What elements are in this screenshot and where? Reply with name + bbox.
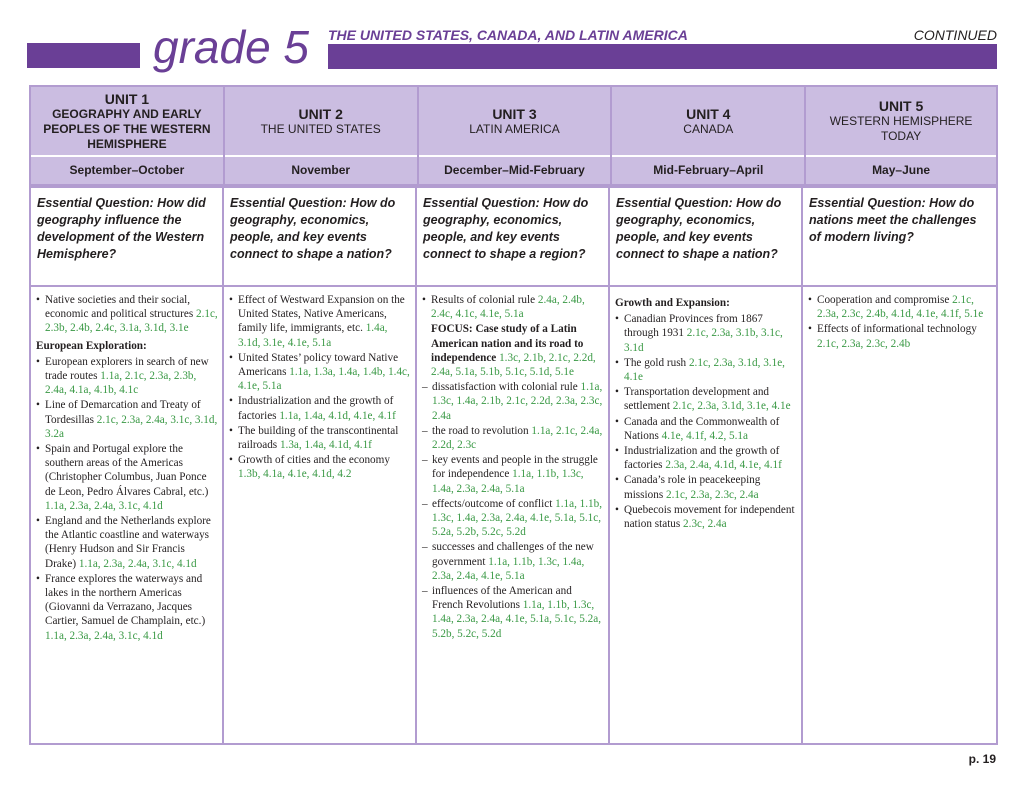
item-text: Results of colonial rule [431, 294, 538, 306]
list-item [615, 473, 797, 501]
unit-dates: Mid-February–April [612, 157, 804, 184]
list-item [229, 453, 411, 481]
standards-codes: 1.1a, 1.1b, 1.3c, 1.4a, 2.3a, 2.4a, 4.1e, 5.1a [432, 555, 585, 582]
unit-header-row [29, 85, 998, 186]
list-item [808, 293, 992, 321]
item-text: Growth of cities and the economy [238, 454, 390, 467]
item-text: Cooperation and compromise [817, 294, 953, 306]
standards-codes: 2.1c, 2.3a, 2.3c, 2.4a [665, 488, 759, 501]
list-item [422, 293, 604, 321]
unit-content [31, 287, 222, 643]
item-text: Canadian Provinces from 1867 through 1931 [624, 313, 763, 340]
essential-question: Essential Question: How do nations meet the challenges of modern living? [803, 188, 996, 287]
essential-question: Essential Question: How do geography, economics, people, and key events connect to shape a nation? [610, 188, 801, 287]
item-text: Line of Demarcation and Treaty of Tordesillas [45, 399, 201, 426]
unit-column-3 [417, 188, 610, 743]
list-item [615, 385, 797, 413]
list-item [615, 503, 797, 531]
standards-codes: 1.1a, 1.3c, 1.4a, 2.1b, 2.1c, 2.2d, 2.3a, 2.3c, 2.4a [432, 381, 603, 422]
item-text: Industrialization and the growth of factories [238, 395, 394, 422]
section-heading: European Exploration: [36, 339, 147, 352]
item-text: The gold rush [624, 356, 689, 369]
unit-name: GEOGRAPHY AND EARLY PEOPLES OF THE WESTERN HEMISPHERE [43, 106, 211, 151]
unit-header-4 [610, 85, 804, 186]
unit-column-1 [31, 188, 224, 743]
item-text: Canada and the Commonwealth of Nations [624, 415, 780, 442]
dash-marker: – [422, 454, 428, 467]
list-item [808, 322, 992, 350]
list-item [229, 394, 411, 422]
standards-codes: 1.1a, 1.3a, 1.4a, 1.4b, 1.4c, 4.1e, 5.1a [238, 366, 410, 393]
standards-codes: 4.1e, 4.1f, 4.2, 5.1a [661, 429, 748, 442]
standards-codes: 1.1a, 2.3a, 2.4a, 3.1c, 4.1d [78, 557, 197, 570]
dash-marker: – [422, 585, 428, 598]
item-text: Industrialization and the growth of factories [624, 445, 780, 472]
list-item [422, 497, 604, 540]
list-item [229, 293, 411, 350]
unit-header-5 [804, 85, 998, 186]
dash-marker: – [422, 541, 428, 554]
item-text: Quebecois movement for independent nation status [624, 503, 795, 531]
list-item [422, 540, 604, 583]
standards-codes: 1.3b, 4.1a, 4.1e, 4.1d, 4.2 [238, 468, 352, 481]
unit-column-2 [224, 188, 417, 743]
unit-header-1 [29, 85, 223, 186]
unit-header-2 [223, 85, 417, 186]
list-item [615, 415, 797, 443]
list-item [36, 572, 218, 643]
standards-codes: 2.1c, 2.3a, 3.1d, 3.1e, 4.1e [672, 400, 791, 413]
unit-number: UNIT 3 [492, 105, 537, 122]
standards-codes: 2.1c, 2.3a, 2.3c, 2.4b [817, 337, 911, 350]
unit-dates: May–June [806, 157, 996, 184]
dash-marker: – [422, 497, 428, 510]
standards-codes: 2.1c, 2.3a, 3.1b, 3.1c, 3.1d [624, 327, 783, 354]
unit-dates: December–Mid-February [419, 157, 611, 184]
list-item [36, 355, 218, 398]
header-bar-right [328, 44, 997, 69]
unit-number: UNIT 4 [686, 105, 731, 122]
unit-content [610, 287, 801, 531]
curriculum-grid [29, 186, 998, 745]
unit-name: THE UNITED STATES [260, 121, 381, 136]
standards-codes: 1.1a, 1.1b, 1.3c, 1.4a, 2.3a, 2.4a, 5.1a [432, 468, 584, 495]
list-item [615, 356, 797, 384]
item-text: Effect of Westward Expansion on the United States, Native Americans, family life, immigrants, etc. [238, 294, 405, 335]
list-item [36, 293, 218, 336]
item-text: FOCUS: Case study of a Latin American nation and its road to independence [431, 323, 584, 364]
standards-codes: 2.3a, 2.4a, 4.1d, 4.1e, 4.1f [665, 459, 782, 472]
standards-codes: 1.1a, 1.1b, 1.3c, 1.4a, 2.3a, 2.4a, 4.1e, 5.1a, 5.1c, 5.2a, 5.2b, 5.2c, 5.2d [432, 599, 602, 640]
standards-codes: 1.1a, 2.1c, 2.4a, 2.2d, 2.3c [432, 424, 603, 452]
standards-codes: 2.1c, 2.3a, 2.4a, 3.1c, 3.1d, 3.2a [45, 413, 218, 440]
standards-codes: 1.1a, 2.3a, 2.4a, 3.1c, 4.1d [45, 629, 163, 642]
item-text: France explores the waterways and lakes in the northern Americas (Giovanni da Verrazano, Jacques Cartier, Samuel de Champlain, etc.) [45, 572, 206, 628]
standards-codes: 2.1c, 2.3a, 2.3c, 2.4b, 4.1d, 4.1e, 4.1f, 5.1e [817, 294, 984, 321]
unit-dates: November [225, 157, 417, 184]
list-item [422, 424, 604, 452]
list-item [615, 444, 797, 472]
item-text: United States’ policy toward Native Americans [238, 351, 399, 379]
standards-codes: 1.3a, 1.4a, 4.1d, 4.1f [279, 439, 372, 452]
unit-content [224, 287, 415, 482]
list-item [229, 424, 411, 452]
section-heading: Growth and Expansion: [615, 297, 730, 309]
item-text: the road to revolution [432, 424, 532, 437]
unit-number: UNIT 5 [878, 98, 924, 114]
list-item [36, 442, 218, 513]
standards-codes: 2.4a, 2.4b, 2.4c, 4.1c, 4.1e, 5.1a [431, 294, 585, 321]
list-item [422, 380, 604, 423]
dash-marker: – [422, 381, 428, 394]
item-text: The building of the transcontinental railroads [238, 424, 399, 452]
item-text: Effects of informational technology [817, 323, 977, 336]
list-item [615, 312, 797, 355]
item-text: dissatisfaction with colonial rule [432, 381, 581, 394]
unit-name: CANADA [683, 121, 734, 136]
unit-content [803, 287, 996, 351]
item-text: Transportation development and settlement [624, 386, 770, 413]
unit-dates: September–October [31, 157, 223, 184]
list-item [36, 398, 218, 441]
unit-content [417, 287, 608, 641]
item-text: key events and people in the struggle for independence [432, 454, 598, 481]
standards-codes: 2.3c, 2.4a [683, 518, 727, 531]
standards-codes: 1.1a, 1.4a, 4.1d, 4.1e, 4.1f [279, 409, 396, 422]
item-text: European explorers in search of new trade routes [45, 355, 209, 383]
unit-column-5 [803, 188, 996, 743]
standards-codes: 1.1a, 2.3a, 2.4a, 3.1c, 4.1d [45, 499, 163, 512]
dash-marker: – [422, 424, 428, 437]
item-text: effects/outcome of conflict [432, 497, 556, 510]
item-text: successes and challenges of the new government [432, 541, 594, 568]
page-number: p. 19 [968, 752, 996, 766]
unit-column-4 [610, 188, 803, 743]
unit-number: UNIT 1 [104, 90, 150, 107]
item-text: Native societies and their social, economic and political structures [45, 294, 196, 321]
item-text: Spain and Portugal explore the southern areas of the Americas (Christopher Columbus, Juan Ponce de Leon, Pedro Álvares Cabral, etc.) [45, 443, 209, 498]
unit-name: WESTERN HEMISPHERE TODAY [829, 114, 973, 143]
item-text: influences of the American and French Revolutions [432, 585, 572, 612]
unit-header-3 [417, 85, 611, 186]
document-title: THE UNITED STATES, CANADA, AND LATIN AMERICA [328, 27, 688, 43]
standards-codes: 1.3c, 2.1b, 2.1c, 2.2d, 2.4a, 5.1a, 5.1b, 5.1c, 5.1d, 5.1e [431, 351, 596, 379]
unit-number: UNIT 2 [298, 105, 343, 122]
list-item [229, 351, 411, 394]
essential-question: Essential Question: How did geography influence the development of the Western Hemisphere? [31, 188, 222, 287]
standards-codes: 2.1c, 2.3b, 2.4b, 2.4c, 3.1a, 3.1d, 3.1e [45, 308, 218, 335]
continued-label: CONTINUED [913, 27, 997, 43]
essential-question: Essential Question: How do geography, economics, people, and key events connect to shape a nation? [224, 188, 415, 287]
grade-title: grade 5 [153, 21, 310, 73]
standards-codes: 1.1a, 1.1b, 1.3c, 1.4a, 2.3a, 2.4a, 4.1e, 5.1a, 5.1c, 5.2a, 5.2b, 5.2c, 5.2d [432, 497, 603, 539]
standards-codes: 1.4a, 3.1d, 3.1e, 4.1e, 5.1a [238, 322, 388, 349]
essential-question: Essential Question: How do geography, economics, people, and key events connect to shape a region? [417, 188, 608, 287]
header-bar-left [27, 43, 140, 68]
list-item [36, 514, 218, 571]
standards-codes: 1.1a, 2.1c, 2.3a, 2.3b, 2.4a, 4.1a, 4.1b, 4.1c [45, 370, 197, 397]
list-item [422, 584, 604, 641]
focus-item [422, 322, 604, 379]
list-item [422, 453, 604, 496]
unit-name: LATIN AMERICA [469, 121, 560, 136]
standards-codes: 2.1c, 2.3a, 3.1d, 3.1e, 4.1e [624, 356, 785, 384]
item-text: England and the Netherlands explore the Atlantic coastline and waterways (Henry Hudson and Sir Francis Drake) [45, 515, 211, 570]
item-text: Canada’s role in peacekeeping missions [624, 474, 761, 501]
